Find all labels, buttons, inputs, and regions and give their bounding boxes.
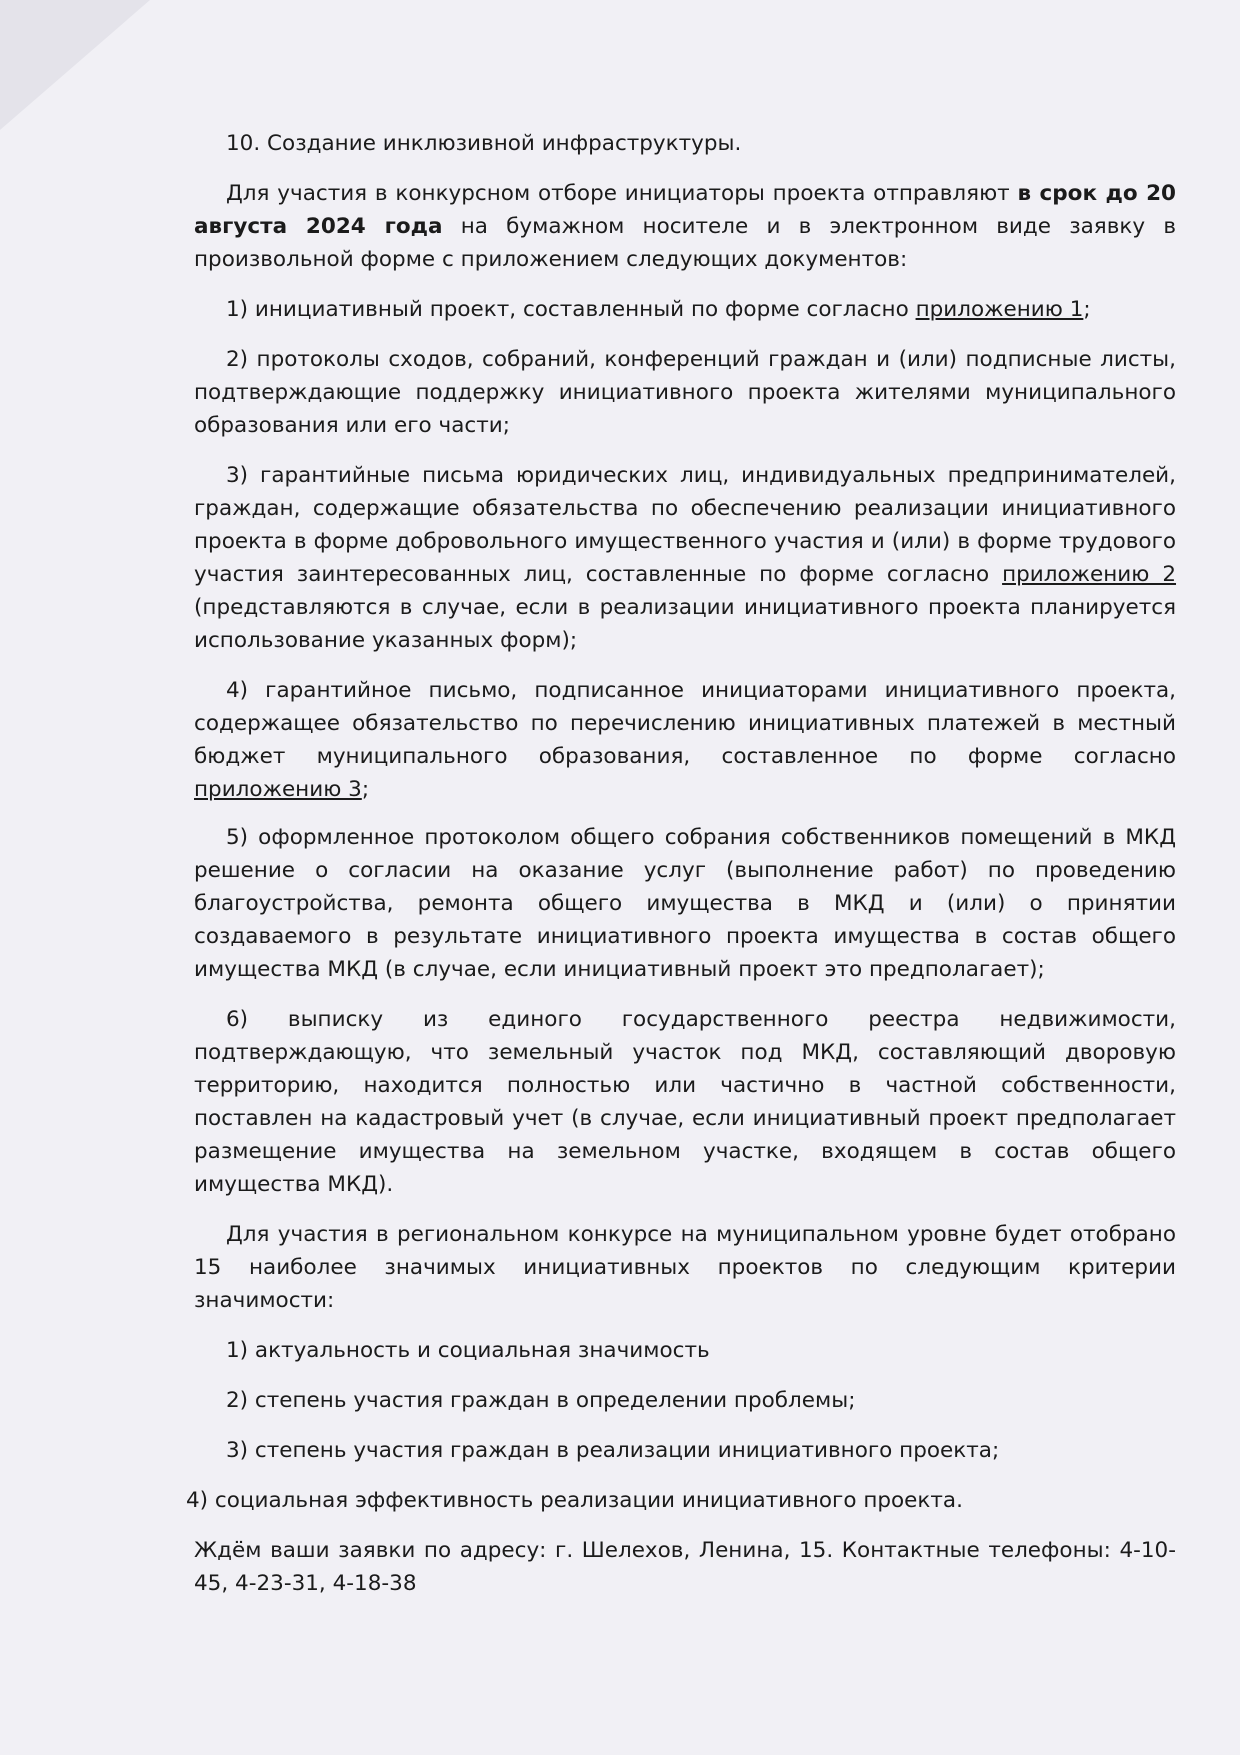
doc-item-4-text: 4) гарантийное письмо, подписанное инициаторами инициативного проекта, содержащее обязательство по перечислению инициативных платежей в местный бюджет муниципального образования, составленное по форме согласно — [194, 678, 1176, 769]
selection-paragraph: Для участия в региональном конкурсе на муниципальном уровне будет отобрано 15 наиболее значимых инициативных проектов по следующим критерии значимости: — [194, 1222, 1176, 1313]
doc-item-1-text: 1) инициативный проект, составленный по форме согласно — [226, 297, 916, 322]
doc-item-1 — [194, 293, 1176, 326]
criterion-1: 1) актуальность и социальная значимость — [226, 1338, 710, 1363]
doc-item-4 — [194, 674, 1176, 806]
page-corner-fold — [0, 0, 150, 130]
doc-item-3-text: 3) гарантийные письма юридических лиц, индивидуальных предпринимателей, граждан, содержащие обязательства по обеспечению реализации инициативного проекта в форме добровольного имущественного участия и (или) в форме трудового участия заинтересованных лиц, составленные по форме согласно — [194, 463, 1176, 587]
contacts-paragraph: Ждём ваши заявки по адресу: г. Шелехов, Ленина, 15. Контактные телефоны: 4-10-45, 4-23-31, 4-18-38 — [194, 1538, 1176, 1596]
doc-item-4-end: ; — [361, 777, 370, 802]
doc-item-3-end: (представляются в случае, если в реализации инициативного проекта планируется использование указанных форм); — [194, 595, 1176, 653]
intro-text-start: Для участия в конкурсном отборе инициаторы проекта отправляют — [226, 181, 1018, 206]
item-10-heading: 10. Создание инклюзивной инфраструктуры. — [226, 131, 742, 156]
appendix-3-link[interactable]: приложению 3 — [194, 777, 362, 802]
appendix-2-link[interactable]: приложению 2 — [1002, 562, 1177, 587]
criterion-2: 2) степень участия граждан в определении проблемы; — [226, 1388, 856, 1413]
criterion-4: 4) социальная эффективность реализации инициативного проекта. — [186, 1488, 963, 1513]
doc-item-1-end: ; — [1083, 297, 1091, 322]
intro-text-end: на бумажном носителе и в электронном виде заявку в произвольной форме с приложением следующих документов: — [194, 214, 1176, 272]
deadline-text: в срок до 20 августа 2024 года — [194, 181, 1176, 239]
doc-item-6: 6) выписку из единого государственного реестра недвижимости, подтверждающую, что земельный участок под МКД, составляющий дворовую территорию, находится полностью или частично в частной собственности, поставлен на кадастровый учет (в случае, если инициативный проект предполагает размещение имущества на земельном участке, входящем в состав общего имущества МКД). — [194, 1007, 1176, 1197]
doc-item-2: 2) протоколы сходов, собраний, конференций граждан и (или) подписные листы, подтверждающие поддержку инициативного проекта жителями муниципального образования или его части; — [194, 347, 1176, 438]
criterion-3: 3) степень участия граждан в реализации инициативного проекта; — [226, 1438, 1000, 1463]
appendix-1-link[interactable]: приложению 1 — [915, 297, 1084, 322]
intro-paragraph — [194, 177, 1176, 276]
document-body — [186, 127, 1177, 1600]
doc-item-3 — [194, 459, 1176, 657]
doc-item-5: 5) оформленное протоколом общего собрания собственников помещений в МКД решение о согласии на оказание услуг (выполнение работ) по проведению благоустройства, ремонта общего имущества в МКД и (или) о принятии создаваемого в результате инициативного проекта имущества в состав общего имущества МКД (в случае, если инициативный проект это предполагает); — [194, 825, 1176, 982]
